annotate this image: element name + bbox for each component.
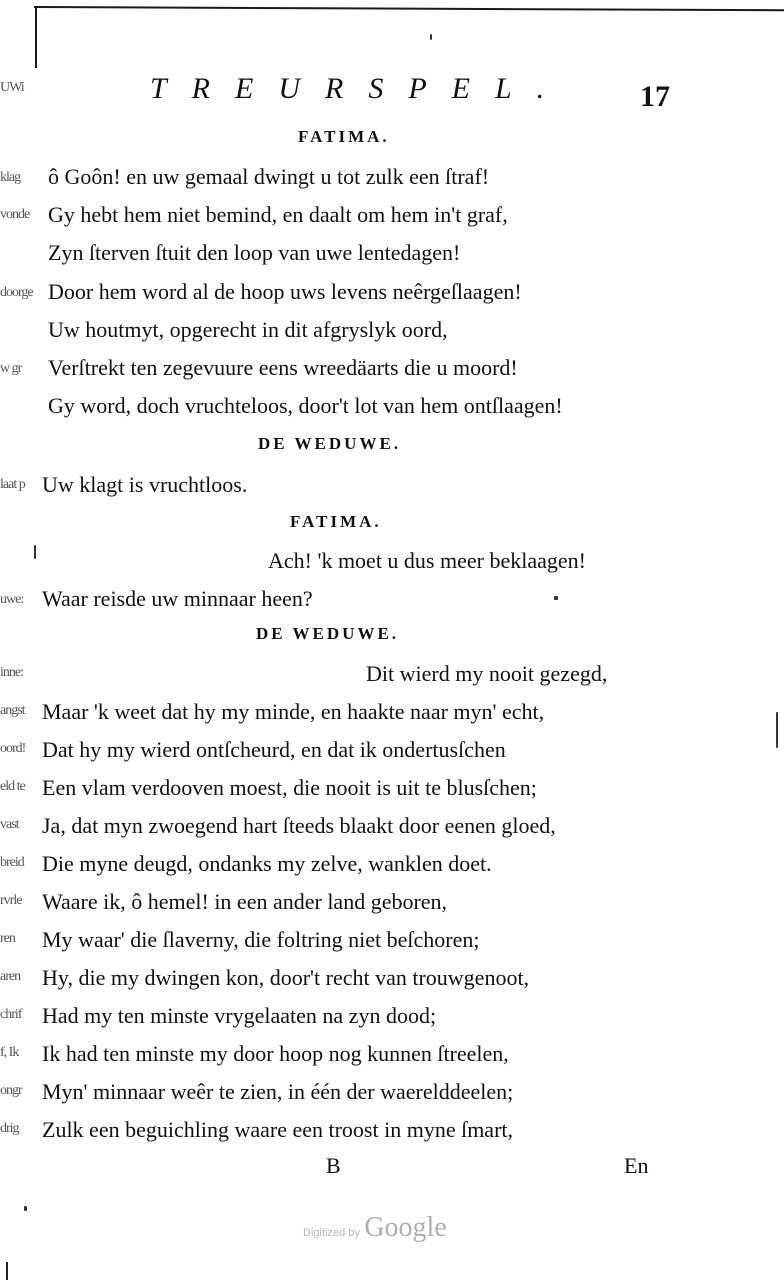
- verse-line: Die myne deugd, ondanks my zelve, wanklen doet.: [42, 851, 492, 876]
- verse-line: Door hem word al de hoop uws levens neêrgeſlaagen!: [48, 279, 522, 304]
- verse-line: Ik had ten minste my door hoop nog kunnen ſtreelen,: [42, 1041, 509, 1066]
- verse-line: Waar reisde uw minnaar heen?: [42, 586, 313, 611]
- gutter-fragment: f, Ik: [0, 1045, 19, 1060]
- catchword: En: [624, 1153, 649, 1178]
- verse-line: Gy hebt hem niet bemind, en daalt om hem in't graf,: [48, 202, 508, 227]
- gutter-fragment: ren: [0, 931, 15, 946]
- speaker-heading: DE WEDUWE.: [256, 624, 400, 643]
- verse-line: Myn' minnaar weêr te zien, in één der waerelddeelen;: [42, 1079, 514, 1104]
- verse-line: Waare ik, ô hemel! in een ander land geboren,: [42, 889, 448, 914]
- signature-mark: B: [326, 1153, 341, 1178]
- gutter-fragment: doorge: [0, 285, 33, 300]
- scan-speck: [430, 34, 432, 40]
- gutter-fragment: breid: [0, 855, 24, 870]
- verse-line: My waar' die ſlaverny, die foltring niet beſchoren;: [42, 927, 480, 952]
- verse-line: Hy, die my dwingen kon, door't recht van trouwgenoot,: [42, 965, 530, 990]
- verse-line: Gy word, doch vruchteloos, door't lot van hem ontſlaagen!: [48, 393, 563, 418]
- verse-line: ô Goôn! en uw gemaal dwingt u tot zulk een ſtraf!: [48, 164, 490, 189]
- scan-speck: [24, 1206, 27, 1211]
- gutter-fragment: vonde: [0, 207, 30, 222]
- verse-line: Maar 'k weet dat hy my minde, en haakte naar myn' echt,: [42, 699, 545, 724]
- speaker-heading: FATIMA.: [290, 512, 382, 531]
- page-number: 17: [640, 80, 670, 113]
- gutter-fragment: drig: [0, 1121, 19, 1136]
- speaker-heading: DE WEDUWE.: [258, 434, 402, 453]
- verse-line: Uw klagt is vruchtloos.: [42, 472, 248, 497]
- verse-line: Dit wierd my nooit gezegd,: [366, 661, 608, 686]
- scan-speck: [776, 712, 778, 748]
- gutter-fragment: chrif: [0, 1007, 22, 1022]
- gutter-fragment: klag: [0, 170, 21, 185]
- verse-line: Ach! 'k moet u dus meer beklaagen!: [268, 548, 586, 573]
- gutter-fragment: oord!: [0, 741, 26, 756]
- speaker-heading: FATIMA.: [298, 127, 390, 146]
- gutter-fragment: uwe:: [0, 592, 24, 607]
- gutter-fragment: eld te: [0, 779, 25, 794]
- verse-line: Had my ten minste vrygelaaten na zyn dood;: [42, 1003, 437, 1028]
- gutter-fragment: angst: [0, 703, 25, 718]
- gutter-fragment: aren: [0, 969, 21, 984]
- gutter-fragment: ongr: [0, 1083, 22, 1098]
- scan-speck: [34, 545, 36, 559]
- scan-speck: [554, 596, 558, 600]
- verse-line: Uw houtmyt, opgerecht in dit afgryslyk oord,: [48, 317, 448, 342]
- gutter-fragment: rvrle: [0, 893, 22, 908]
- gutter-fragment: inne:: [0, 665, 23, 680]
- gutter-fragment: laat p: [0, 477, 25, 492]
- page-bottom-mark: [6, 1262, 8, 1280]
- verse-line: Een vlam verdooven moest, die nooit is uit te blusſchen;: [42, 775, 537, 800]
- verse-line: Ja, dat myn zwoegend hart ſteeds blaakt door eenen gloed,: [42, 813, 556, 838]
- verse-line: Zyn ſterven ſtuit den loop van uwe lentedagen!: [48, 240, 461, 265]
- page-top-edge: [34, 6, 784, 11]
- gutter-fragment: UWi: [0, 80, 24, 95]
- page-left-edge: [35, 8, 37, 68]
- watermark-prefix: Digitized by: [303, 1227, 360, 1239]
- google-logo: Google: [364, 1212, 447, 1243]
- gutter-fragment: w gr: [0, 361, 22, 376]
- gutter-fragment: vast: [0, 817, 19, 832]
- verse-line: Zulk een beguichling waare een troost in myne ſmart,: [42, 1117, 514, 1142]
- verse-line: Dat hy my wierd ontſcheurd, en dat ik ondertusſchen: [42, 737, 506, 762]
- running-header-title: TREURSPEL.: [150, 72, 570, 105]
- digitization-watermark: [303, 1212, 447, 1244]
- verse-line: Verſtrekt ten zegevuure eens wreedäarts die u moord!: [48, 355, 518, 380]
